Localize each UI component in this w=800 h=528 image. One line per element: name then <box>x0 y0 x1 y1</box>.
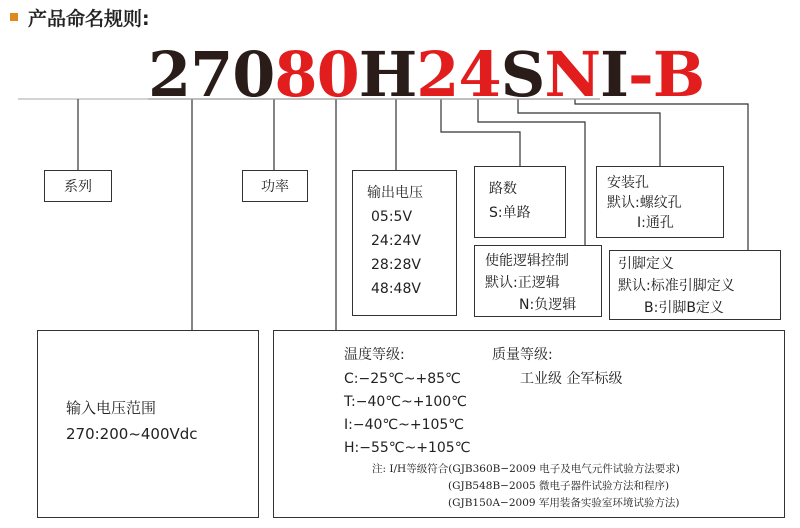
mounting-heading: 安装孔 <box>607 175 649 191</box>
model-code-char: 8 <box>274 38 317 111</box>
pin-heading: 引脚定义 <box>618 256 674 272</box>
model-code-char: 2 <box>148 38 191 111</box>
note-line: (GJB150A−2009 军用装备实验室环境试验方法) <box>448 497 680 509</box>
temperature-item: I:−40℃~+105℃ <box>344 417 465 433</box>
power-box <box>242 170 308 202</box>
channels-heading: 路数 <box>489 181 517 197</box>
note-line: (GJB548B−2005 微电子器件试验方法和程序) <box>448 480 670 492</box>
output-voltage-box <box>352 170 457 316</box>
input-voltage-box <box>37 330 259 518</box>
temperature-item: H:−55℃~+105℃ <box>344 440 471 456</box>
output-voltage-heading: 输出电压 <box>367 185 423 201</box>
page-title: 产品命名规则: <box>28 7 150 30</box>
model-code-char: H <box>358 38 417 111</box>
note-line: 注: I/H等级符合(GJB360B−2009 电子及电气元件试验方法要求) <box>372 463 680 475</box>
model-code-char: 0 <box>232 38 275 111</box>
mounting-hole-box <box>596 166 724 238</box>
mounting-item: I:通孔 <box>637 215 674 231</box>
channels-connector <box>441 99 520 166</box>
output-voltage-item: 28:28V <box>371 257 421 273</box>
input-voltage-heading: 输入电压范围 <box>66 399 157 417</box>
mounting-item: 默认:螺纹孔 <box>607 195 682 211</box>
model-code-char: S <box>500 38 545 111</box>
enable-item: N:负逻辑 <box>519 297 577 313</box>
quality-heading: 质量等级: <box>492 347 553 363</box>
output-voltage-item: 48:48V <box>371 281 421 297</box>
pin-item: B:引脚B定义 <box>644 300 724 316</box>
model-code-char: 7 <box>190 38 233 111</box>
temperature-quality-box <box>273 330 785 518</box>
temperature-item: T:−40℃~+100℃ <box>344 394 467 410</box>
model-code-char: 0 <box>316 38 359 111</box>
model-code-char: N <box>544 38 601 111</box>
enable-item: 默认:正逻辑 <box>485 275 560 291</box>
channels-item: S:单路 <box>489 205 531 221</box>
pin-item: 默认:标准引脚定义 <box>618 278 735 294</box>
channels-box <box>474 166 566 238</box>
series-label: 系列 <box>64 179 92 195</box>
temperature-heading: 温度等级: <box>344 347 405 363</box>
model-code-char: - <box>628 38 653 111</box>
mounting-connector <box>518 99 660 166</box>
enable-logic-box <box>474 245 602 317</box>
input-voltage-value: 270:200~400Vdc <box>66 425 198 443</box>
output-voltage-item: 05:5V <box>371 209 413 225</box>
model-code-char: B <box>652 38 705 111</box>
power-label: 功率 <box>261 179 289 195</box>
pin-definition-box <box>609 250 781 320</box>
quality-items: 工业级 企军标级 <box>520 371 623 387</box>
enable-heading: 使能逻辑控制 <box>485 253 569 269</box>
temperature-item: C:−25℃~+85℃ <box>344 371 461 387</box>
model-code-char: 2 <box>416 38 459 111</box>
model-code-char: I <box>600 38 629 111</box>
output-voltage-item: 24:24V <box>371 233 421 249</box>
model-code-char: 4 <box>458 38 501 111</box>
series-box <box>44 170 112 202</box>
